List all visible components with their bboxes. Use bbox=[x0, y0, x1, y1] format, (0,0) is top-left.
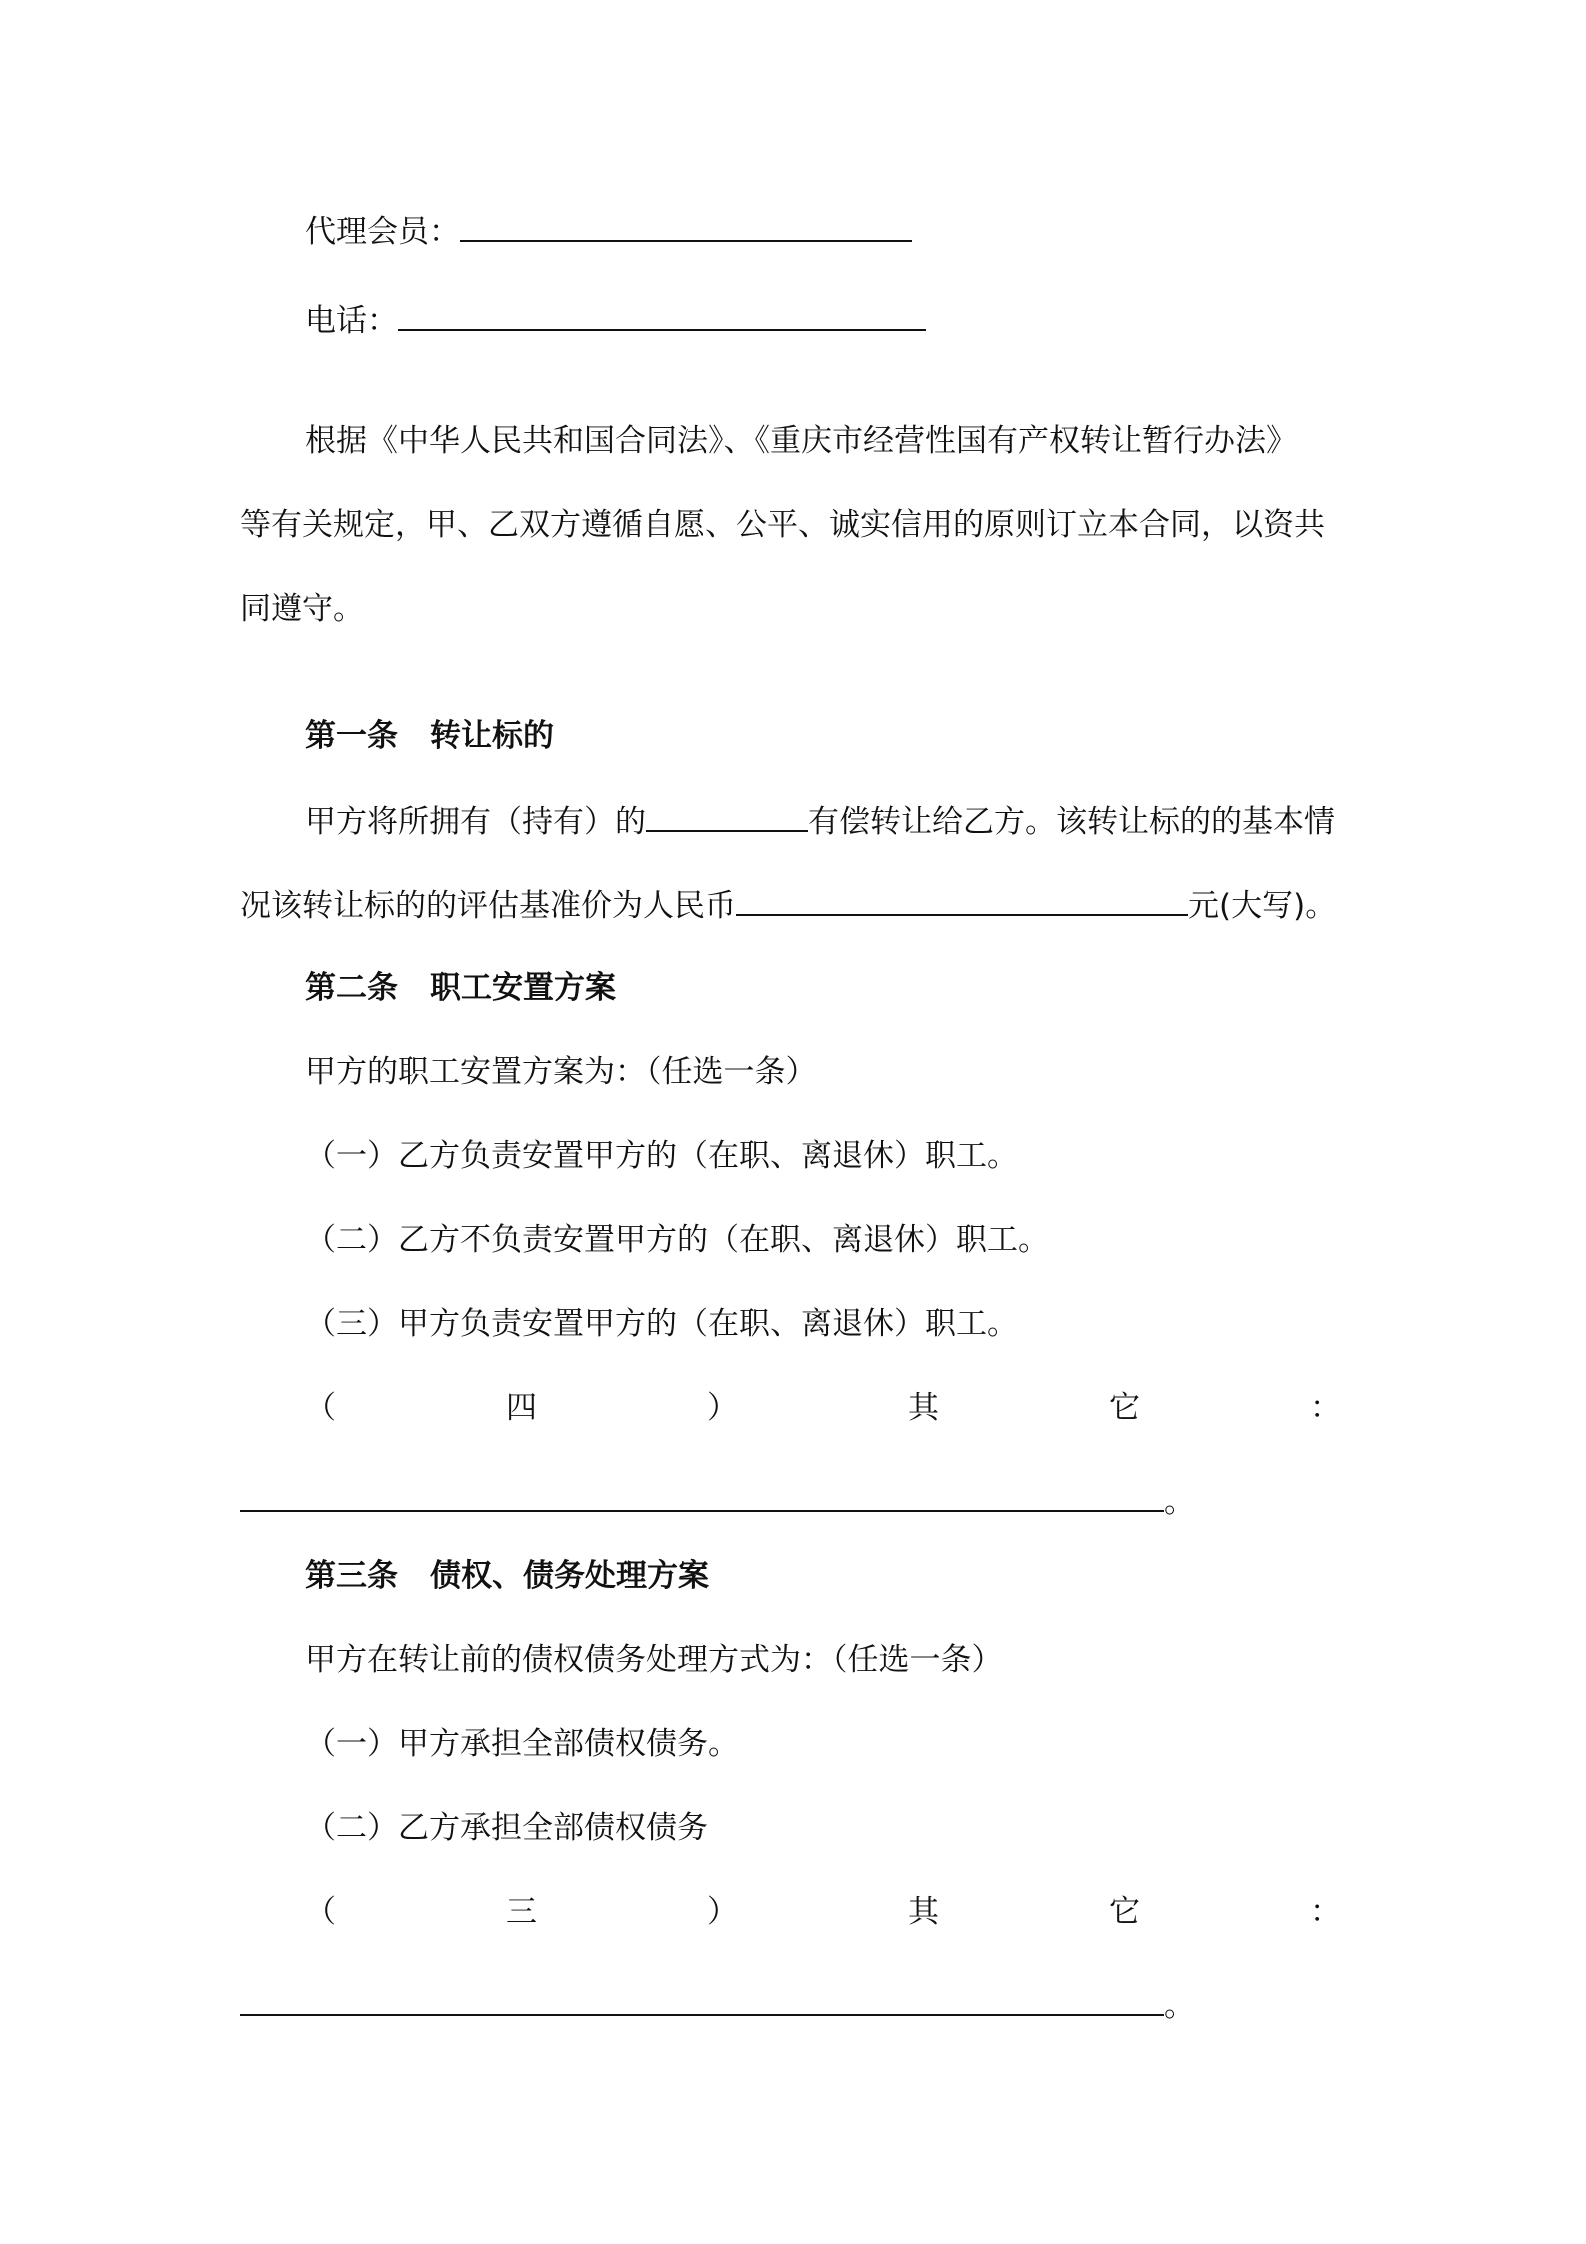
option-3-char: 其 bbox=[908, 1894, 939, 1930]
preamble-line-3: 同遵守。 bbox=[240, 591, 364, 627]
article-2-option-2: （二）乙方不负责安置甲方的（在职、离退休）职工。 bbox=[305, 1222, 1049, 1258]
article-1-heading bbox=[0, 712, 1586, 760]
article-1-text-b: 有偿转让给乙方。该转让标的的基本情 bbox=[808, 804, 1335, 840]
option-3-char: ： bbox=[1310, 1894, 1341, 1930]
article-2-other-blank[interactable] bbox=[240, 1476, 1164, 1512]
valuation-price-blank[interactable] bbox=[736, 880, 1188, 916]
article-3-number: 第三条 bbox=[305, 1558, 398, 1594]
article-2-other-end: 。 bbox=[1164, 1484, 1195, 1520]
option-4-char: ： bbox=[1310, 1390, 1341, 1426]
article-1-text-a: 甲方将所拥有（持有）的 bbox=[305, 804, 646, 840]
article-3-heading bbox=[0, 1552, 1586, 1600]
option-4-char: ） bbox=[707, 1390, 738, 1426]
preamble-line-1: 根据《中华人民共和国合同法》、《重庆市经营性国有产权转让暂行办法》 bbox=[305, 423, 1297, 459]
article-3-title: 债权、债务处理方案 bbox=[430, 1558, 709, 1594]
option-3-char: 三 bbox=[506, 1894, 537, 1930]
option-3-char: ） bbox=[707, 1894, 738, 1930]
article-2-other-line bbox=[0, 1476, 1586, 1524]
article-3-other-blank[interactable] bbox=[240, 1980, 1164, 2016]
phone-label: 电话： bbox=[305, 303, 398, 339]
option-4-char: 它 bbox=[1109, 1390, 1140, 1426]
preamble-line-2: 等有关规定，甲、乙双方遵循自愿、公平、诚实信用的原则订立本合同，以资共 bbox=[240, 507, 1325, 543]
agent-member-line bbox=[0, 206, 1586, 254]
article-3-option-3 bbox=[305, 1888, 1341, 1936]
article-2-option-1: （一）乙方负责安置甲方的（在职、离退休）职工。 bbox=[305, 1138, 1018, 1174]
option-4-char: 其 bbox=[908, 1390, 939, 1426]
article-2-intro: 甲方的职工安置方案为：（任选一条） bbox=[305, 1054, 817, 1090]
agent-member-label: 代理会员： bbox=[305, 214, 460, 250]
article-3-intro: 甲方在转让前的债权债务处理方式为：（任选一条） bbox=[305, 1642, 1003, 1678]
article-3-option-1: （一）甲方承担全部债权债务。 bbox=[305, 1726, 739, 1762]
option-3-char: 它 bbox=[1109, 1894, 1140, 1930]
phone-line bbox=[0, 295, 1586, 343]
article-1-line-1 bbox=[0, 796, 1586, 844]
option-4-char: （ bbox=[305, 1390, 336, 1426]
phone-blank[interactable] bbox=[398, 295, 926, 331]
article-2-heading bbox=[0, 964, 1586, 1012]
article-3-other-end: 。 bbox=[1164, 1988, 1195, 2024]
article-2-title: 职工安置方案 bbox=[430, 970, 616, 1006]
article-1-number: 第一条 bbox=[305, 718, 398, 754]
article-1-line-2 bbox=[0, 880, 1586, 928]
option-3-char: （ bbox=[305, 1894, 336, 1930]
transfer-object-blank[interactable] bbox=[646, 796, 808, 832]
article-1-text-d: 元(大写)。 bbox=[1188, 888, 1337, 924]
article-2-option-4 bbox=[305, 1384, 1341, 1432]
article-3-option-2: （二）乙方承担全部债权债务 bbox=[305, 1810, 708, 1846]
article-2-number: 第二条 bbox=[305, 970, 398, 1006]
option-4-char: 四 bbox=[506, 1390, 537, 1426]
article-2-option-3: （三）甲方负责安置甲方的（在职、离退休）职工。 bbox=[305, 1306, 1018, 1342]
article-1-text-c: 况该转让标的的评估基准价为人民币 bbox=[240, 888, 736, 924]
article-3-other-line bbox=[0, 1980, 1586, 2028]
agent-member-blank[interactable] bbox=[460, 206, 912, 242]
article-1-title: 转让标的 bbox=[430, 718, 554, 754]
